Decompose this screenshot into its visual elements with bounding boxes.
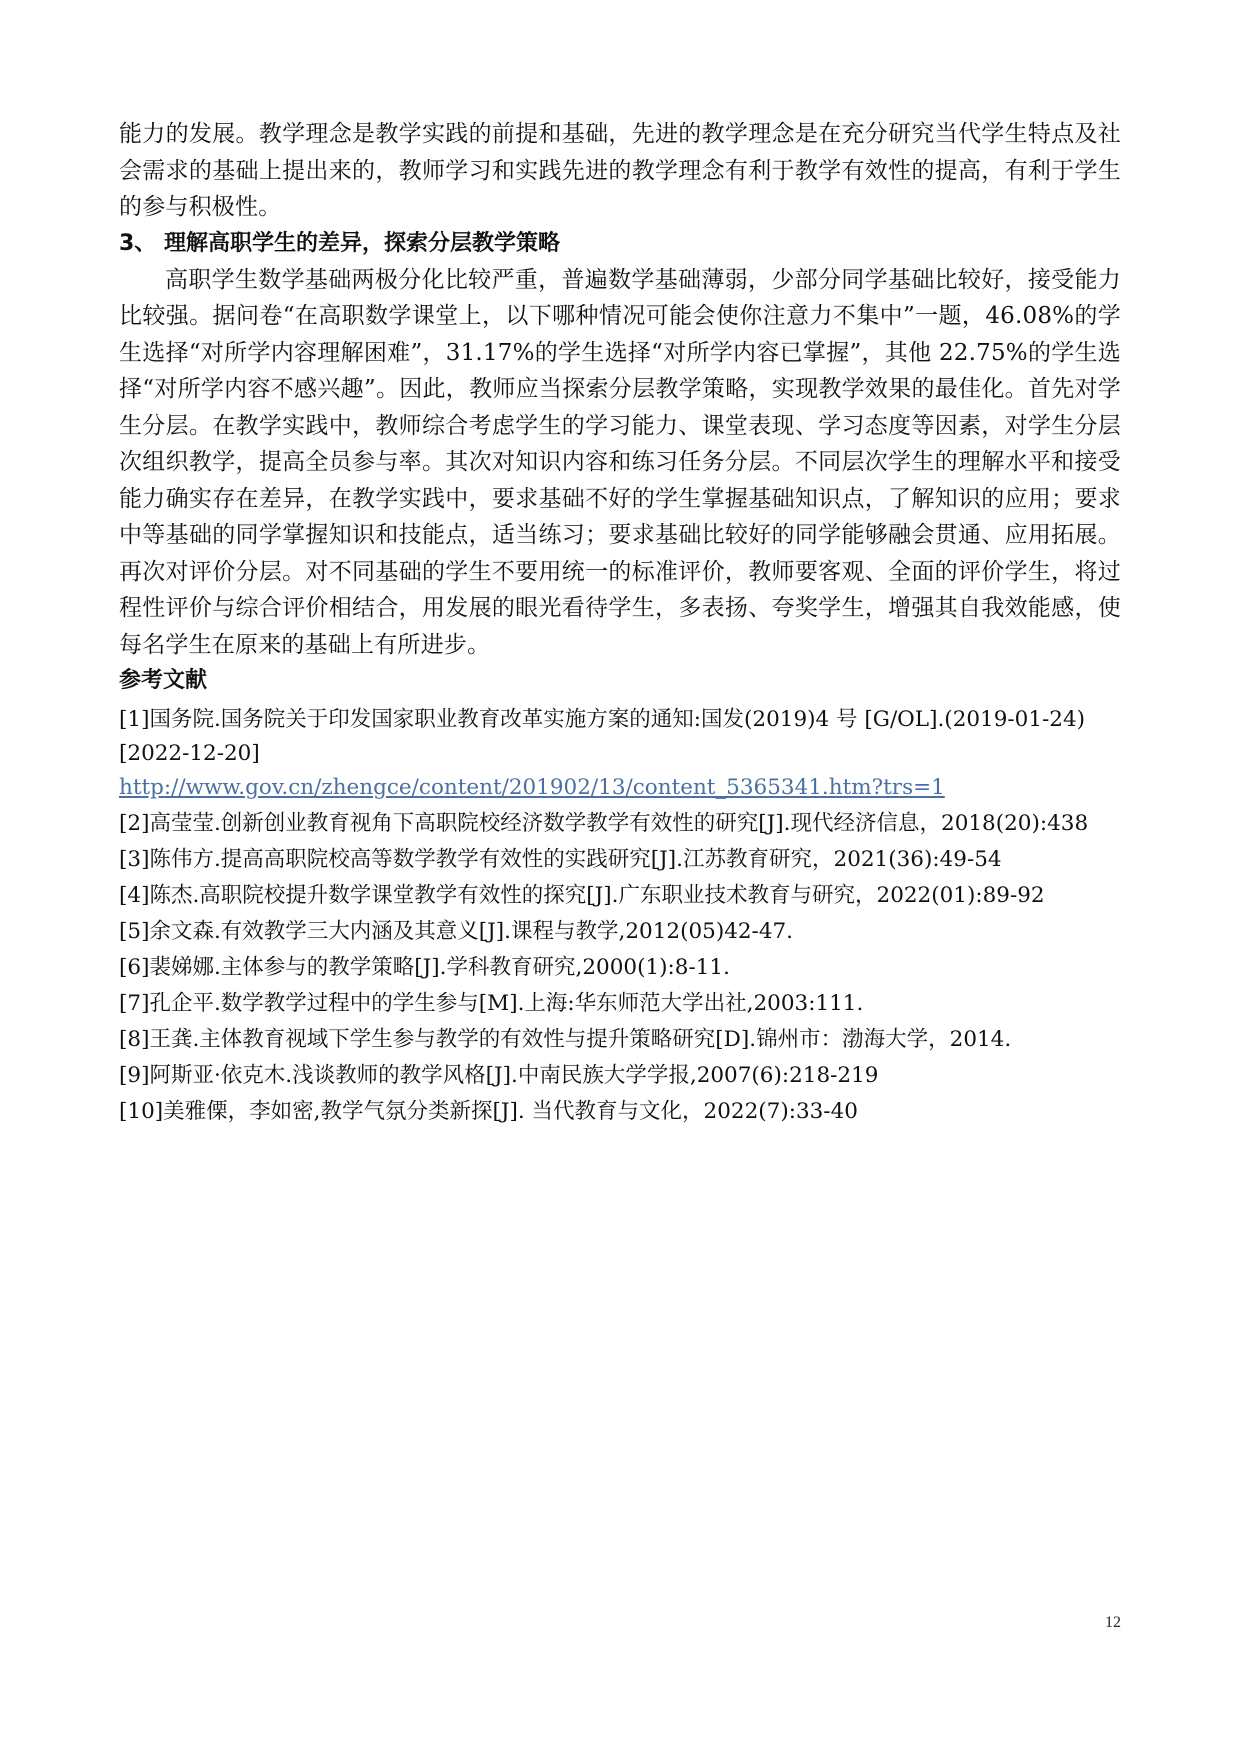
reference-item: [3]陈伟方.提高高职院校高等数学教学有效性的实践研究[J].江苏教育研究，2021(36):49-54	[119, 847, 1002, 872]
reference-item	[119, 701, 1121, 805]
document-page	[119, 116, 1121, 1129]
reference-item: [8]王龚.主体教育视域下学生参与教学的有效性与提升策略研究[D].锦州市：渤海大学，2014.	[119, 1027, 1012, 1052]
reference-link[interactable]: http://www.gov.cn/zhengce/content/201902/13/content_5365341.htm?trs=1	[119, 775, 945, 800]
page-number: 12	[1105, 1614, 1121, 1631]
references-heading: 参考文献	[119, 668, 208, 693]
reference-item: [9]阿斯亚·依克木.浅谈教师的教学风格[J].中南民族大学学报,2007(6):218-219	[119, 1063, 879, 1088]
reference-item: [2]高莹莹.创新创业教育视角下高职院校经济数学教学有效性的研究[J].现代经济信息，2018(20):438	[119, 811, 1089, 836]
reference-item: [5]余文森.有效教学三大内涵及其意义[J].课程与教学,2012(05)42-47.	[119, 919, 794, 944]
section-heading: 3、 理解高职学生的差异，探索分层教学策略	[119, 230, 560, 256]
section-body: 高职学生数学基础两极分化比较严重，普遍数学基础薄弱，少部分同学基础比较好，接受能力比较强。据问卷“在高职数学课堂上，以下哪种情况可能会使你注意力不集中”一题，46.08%的学生选择“对所学内容理解困难”，31.17%的学生选择“对所学内容已掌握”，其他 22.75%的学生选择“对所学内容不感兴趣”。因此，教师应当探索分层教学策略，实现教学效果的最佳化。首先对学生分层。在教学实践中，教师综合考虑学生的学习能力、课堂表现、学习态度等因素，对学生分层次组织教学，提高全员参与率。其次对知识内容和练习任务分层。不同层次学生的理解水平和接受能力确实存在差异，在教学实践中，要求基础不好的学生掌握基础知识点，了解知识的应用；要求中等基础的同学掌握知识和技能点，适当练习；要求基础比较好的同学能够融会贯通、应用拓展。再次对评价分层。对不同基础的学生不要用统一的标准评价，教师要客观、全面的评价学生，将过程性评价与综合评价相结合，用发展的眼光看待学生，多表扬、夸奖学生，增强其自我效能感，使每名学生在原来的基础上有所进步。	[119, 266, 1121, 658]
reference-item: [6]裴娣娜.主体参与的教学策略[J].学科教育研究,2000(1):8-11.	[119, 955, 730, 980]
reference-item: [4]陈杰.高职院校提升数学课堂教学有效性的探究[J].广东职业技术教育与研究，2022(01):89-92	[119, 883, 1045, 908]
reference-item: [10]美雅傈，李如密,教学气氛分类新探[J]. 当代教育与文化，2022(7):33-40	[119, 1099, 858, 1124]
references-list	[119, 701, 1121, 1129]
reference-item: [7]孔企平.数学教学过程中的学生参与[M].上海:华东师范大学出社,2003:111.	[119, 991, 864, 1016]
paragraph-continuation: 能力的发展。教学理念是教学实践的前提和基础，先进的教学理念是在充分研究当代学生特点及社会需求的基础上提出来的，教师学习和实践先进的教学理念有利于教学有效性的提高，有利于学生的参与积极性。	[119, 121, 1121, 220]
reference-text: [1]国务院.国务院关于印发国家职业教育改革实施方案的通知:国发(2019)4 号 [G/OL].(2019-01-24)[2022-12-20]	[119, 707, 1086, 766]
